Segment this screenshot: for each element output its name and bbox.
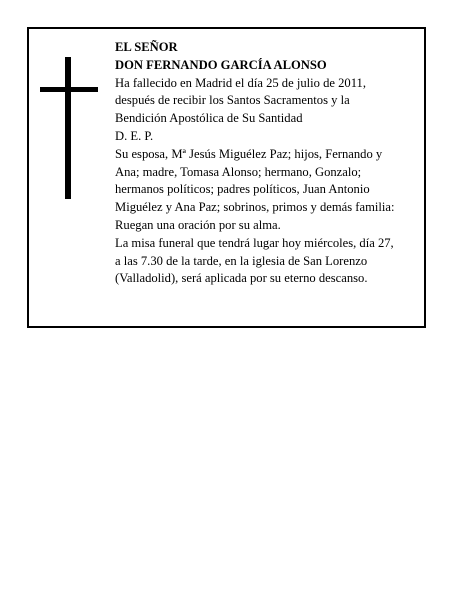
body-line: Bendición Apostólica de Su Santidad <box>115 111 303 126</box>
body-line: Miguélez y Ana Paz; sobrinos, primos y demás familia: <box>115 200 395 215</box>
heading-title: EL SEÑOR <box>115 40 178 54</box>
cross-icon <box>40 57 98 199</box>
heading-name: DON FERNANDO GARCÍA ALONSO <box>115 57 327 72</box>
cross-vertical-bar <box>65 57 71 199</box>
body-line: Su esposa, Mª Jesús Miguélez Paz; hijos, Fernando y <box>115 146 383 161</box>
body-line: Ruegan una oración por su alma. <box>115 217 281 232</box>
body-line: Ha fallecido en Madrid el día 25 de julio de 2011, <box>115 75 366 90</box>
body-line: La misa funeral que tendrá lugar hoy miércoles, día 27, <box>115 235 394 250</box>
body-line: después de recibir los Santos Sacramentos y la <box>115 93 350 108</box>
body-line: a las 7.30 de la tarde, en la iglesia de San Lorenzo <box>115 253 368 268</box>
body-line: (Valladolid), será aplicada por su eterno descanso. <box>115 271 368 286</box>
body-line: Ana; madre, Tomasa Alonso; hermano, Gonzalo; <box>115 164 362 179</box>
body-line-rip: D. E. P. <box>115 128 154 143</box>
body-line: hermanos políticos; padres políticos, Juan Antonio <box>115 182 370 197</box>
notice-text <box>115 39 421 288</box>
cross-horizontal-bar <box>40 87 98 92</box>
obituary-notice <box>27 27 426 328</box>
